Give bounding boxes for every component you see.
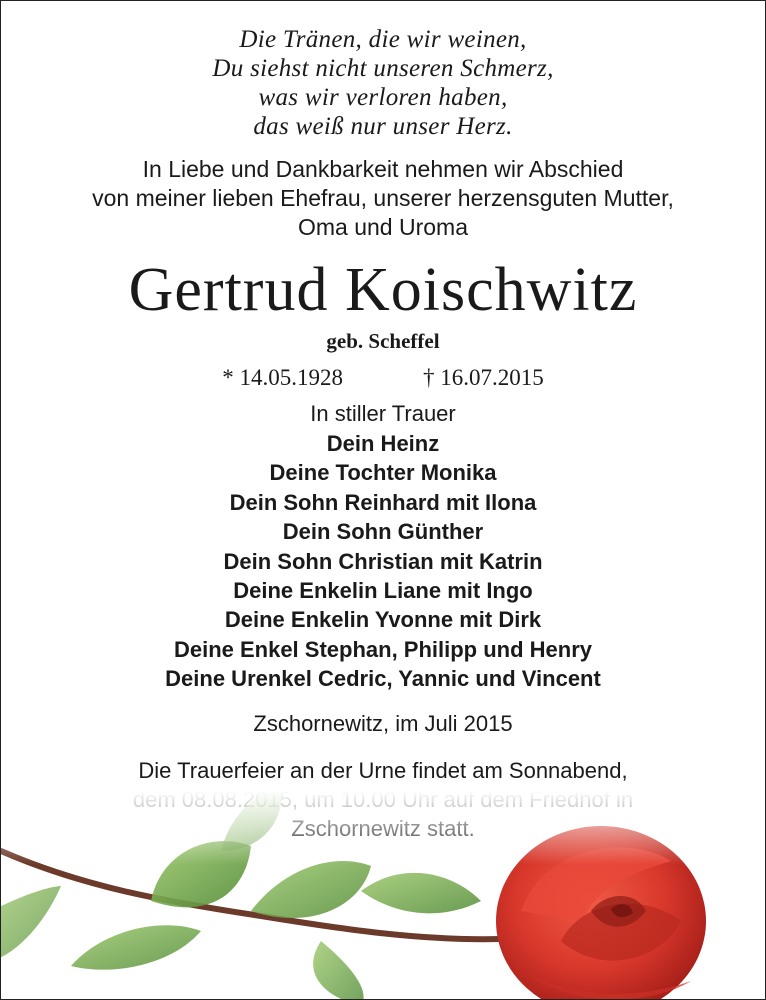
intro-text <box>1 155 765 242</box>
deceased-name: Gertrud Koischwitz <box>128 256 638 324</box>
mourner-item: Deine Urenkel Cedric, Yannic und Vincent <box>165 666 601 692</box>
mourning-heading: In stiller Trauer <box>310 401 456 426</box>
life-dates <box>1 363 765 393</box>
poem-line-4: das weiß nur unser Herz. <box>253 113 513 140</box>
place-date: Zschornewitz, im Juli 2015 <box>253 711 513 736</box>
mourner-item: Deine Tochter Monika <box>269 460 497 486</box>
intro-line-3: Oma und Uroma <box>297 214 468 240</box>
mourners-list <box>1 429 765 694</box>
poem <box>1 25 765 141</box>
birth-name: geb. Scheffel <box>326 329 440 353</box>
mourner-item: Dein Sohn Reinhard mit Ilona <box>229 489 537 515</box>
poem-line-2: Du siehst nicht unseren Schmerz, <box>212 55 554 82</box>
poem-line-3: was wir verloren haben, <box>258 84 508 111</box>
birth-date: * 14.05.1928 <box>222 365 343 390</box>
death-date: † 16.07.2015 <box>423 365 544 390</box>
mourner-item: Deine Enkelin Liane mit Ingo <box>233 578 533 604</box>
mourner-item: Dein Heinz <box>326 431 440 456</box>
service-line-1: Die Trauerfeier an der Urne findet am Sonnabend, <box>138 758 628 783</box>
intro-line-1: In Liebe und Dankbarkeit nehmen wir Abschied <box>142 156 624 182</box>
rose-illustration <box>1 791 766 1000</box>
poem-line-1: Die Tränen, die wir weinen, <box>239 26 527 53</box>
intro-line-2: von meiner lieben Ehefrau, unserer herzensguten Mutter, <box>92 185 674 211</box>
mourner-item: Dein Sohn Christian mit Katrin <box>223 548 543 574</box>
mourner-item: Deine Enkelin Yvonne mit Dirk <box>224 607 542 633</box>
mourner-item: Deine Enkel Stephan, Philipp und Henry <box>173 636 593 662</box>
mourner-item: Dein Sohn Günther <box>282 519 484 545</box>
